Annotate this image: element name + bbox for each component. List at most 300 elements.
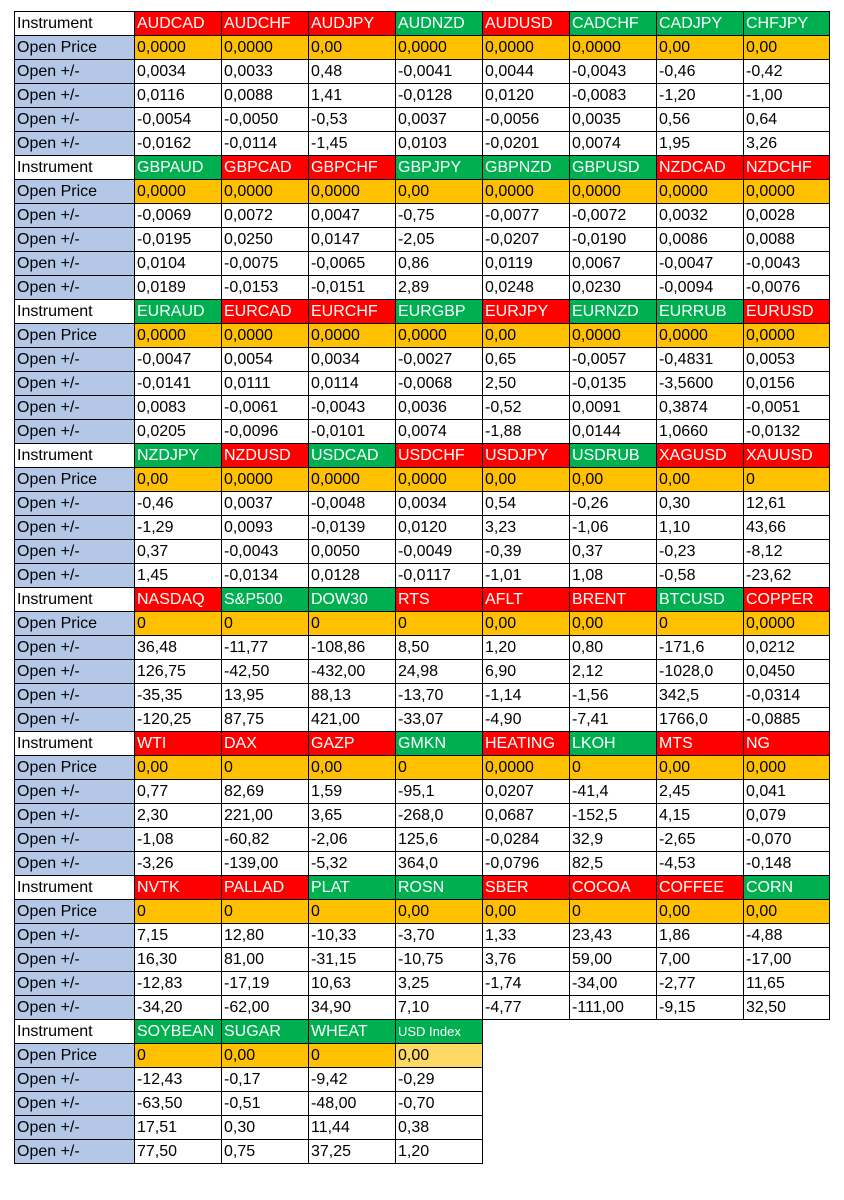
open-change-cell: 87,75 <box>222 708 309 732</box>
open-change-cell: 2,12 <box>570 660 657 684</box>
open-change-cell: -12,83 <box>135 972 222 996</box>
open-price-cell: 0 <box>570 900 657 924</box>
open-change-cell: 12,80 <box>222 924 309 948</box>
open-change-cell: -120,25 <box>135 708 222 732</box>
open-change-cell: 0,0091 <box>570 396 657 420</box>
empty-cell <box>657 1140 744 1164</box>
open-change-cell: -2,65 <box>657 828 744 852</box>
instrument-name-cell: SOYBEAN <box>135 1020 222 1044</box>
row-label: Open +/- <box>15 972 135 996</box>
row-label: Open +/- <box>15 204 135 228</box>
open-change-cell: 0,0047 <box>309 204 396 228</box>
open-change-cell: 1,41 <box>309 84 396 108</box>
open-change-row <box>15 132 830 156</box>
open-change-cell: 0,80 <box>570 636 657 660</box>
instrument-name-cell: S&P500 <box>222 588 309 612</box>
open-change-cell: -0,0195 <box>135 228 222 252</box>
open-change-cell: 17,51 <box>135 1116 222 1140</box>
open-change-cell: 0,0248 <box>483 276 570 300</box>
instrument-name-cell: NG <box>744 732 830 756</box>
row-label: Open Price <box>15 324 135 348</box>
open-change-cell: 24,98 <box>396 660 483 684</box>
instrument-name-cell: ROSN <box>396 876 483 900</box>
open-change-cell: 0,0034 <box>396 492 483 516</box>
open-price-cell: 0,0000 <box>222 468 309 492</box>
row-label: Open +/- <box>15 396 135 420</box>
open-change-row <box>15 1140 830 1164</box>
empty-cell <box>657 1020 744 1044</box>
open-change-cell: 0,0450 <box>744 660 830 684</box>
open-price-cell: 0 <box>744 468 830 492</box>
open-change-cell: -0,39 <box>483 540 570 564</box>
open-change-cell: -7,41 <box>570 708 657 732</box>
instrument-name-cell: USDRUB <box>570 444 657 468</box>
instrument-name-cell: MTS <box>657 732 744 756</box>
open-change-cell: -62,00 <box>222 996 309 1020</box>
open-change-cell: -0,0201 <box>483 132 570 156</box>
open-change-cell: 3,23 <box>483 516 570 540</box>
open-change-cell: 82,5 <box>570 852 657 876</box>
open-change-cell: 1,45 <box>135 564 222 588</box>
open-change-cell: 37,25 <box>309 1140 396 1164</box>
open-change-cell: -0,29 <box>396 1068 483 1092</box>
open-change-cell: -5,32 <box>309 852 396 876</box>
open-change-cell: -111,00 <box>570 996 657 1020</box>
row-label: Instrument <box>15 1020 135 1044</box>
open-price-cell: 0,0000 <box>657 324 744 348</box>
instrument-name-cell: LKOH <box>570 732 657 756</box>
open-change-cell: 2,45 <box>657 780 744 804</box>
open-change-cell: 0,0034 <box>309 348 396 372</box>
row-label: Open +/- <box>15 660 135 684</box>
instrument-name-cell: EURRUB <box>657 300 744 324</box>
open-change-cell: 0,041 <box>744 780 830 804</box>
quotes-table-body <box>15 12 830 1164</box>
open-change-cell: -0,0114 <box>222 132 309 156</box>
open-price-cell: 0,00 <box>483 324 570 348</box>
open-price-cell: 0,0000 <box>309 324 396 348</box>
instrument-name-cell: GAZP <box>309 732 396 756</box>
open-change-cell: -0,70 <box>396 1092 483 1116</box>
row-label: Open +/- <box>15 780 135 804</box>
open-change-cell: -0,53 <box>309 108 396 132</box>
open-change-row <box>15 420 830 444</box>
open-change-cell: -13,70 <box>396 684 483 708</box>
open-change-cell: -432,00 <box>309 660 396 684</box>
open-change-cell: 221,00 <box>222 804 309 828</box>
open-change-cell: 0,0074 <box>570 132 657 156</box>
empty-cell <box>657 1068 744 1092</box>
open-change-cell: -0,0043 <box>222 540 309 564</box>
instrument-name-cell: EURGBP <box>396 300 483 324</box>
open-change-row <box>15 1092 830 1116</box>
open-change-cell: 0,0156 <box>744 372 830 396</box>
open-change-cell: 6,90 <box>483 660 570 684</box>
open-change-cell: 0,0128 <box>309 564 396 588</box>
open-price-cell: 0,0000 <box>744 180 830 204</box>
open-change-row <box>15 780 830 804</box>
instrument-name-cell: NZDJPY <box>135 444 222 468</box>
instrument-name-cell: PALLAD <box>222 876 309 900</box>
open-price-cell: 0,0000 <box>744 612 830 636</box>
instrument-name-cell: NZDCAD <box>657 156 744 180</box>
open-change-cell: 2,89 <box>396 276 483 300</box>
instrument-name-cell: NZDUSD <box>222 444 309 468</box>
open-change-cell: 0,54 <box>483 492 570 516</box>
open-change-row <box>15 228 830 252</box>
row-label: Instrument <box>15 12 135 36</box>
instrument-name-cell: GBPUSD <box>570 156 657 180</box>
open-change-cell: -268,0 <box>396 804 483 828</box>
empty-cell <box>744 1092 830 1116</box>
row-label: Open Price <box>15 180 135 204</box>
instrument-name-cell: PLAT <box>309 876 396 900</box>
open-change-cell: -31,15 <box>309 948 396 972</box>
open-change-cell: -0,0128 <box>396 84 483 108</box>
open-change-cell: -48,00 <box>309 1092 396 1116</box>
open-change-cell: -0,0043 <box>309 396 396 420</box>
instrument-name-cell: CADCHF <box>570 12 657 36</box>
open-price-cell: 0,0000 <box>570 180 657 204</box>
open-change-cell: -0,0153 <box>222 276 309 300</box>
open-change-row <box>15 396 830 420</box>
instrument-name-cell: RTS <box>396 588 483 612</box>
open-change-cell: -2,77 <box>657 972 744 996</box>
row-label: Open Price <box>15 36 135 60</box>
instrument-name-cell: EURJPY <box>483 300 570 324</box>
empty-cell <box>570 1068 657 1092</box>
open-change-row <box>15 108 830 132</box>
open-price-row <box>15 612 830 636</box>
open-change-cell: 0,30 <box>657 492 744 516</box>
open-price-cell: 0,00 <box>135 468 222 492</box>
open-change-cell: -0,0117 <box>396 564 483 588</box>
open-price-cell: 0,00 <box>396 900 483 924</box>
open-price-cell: 0 <box>309 900 396 924</box>
open-price-cell: 0,00 <box>657 900 744 924</box>
instrument-row <box>15 1020 830 1044</box>
open-change-cell: -34,00 <box>570 972 657 996</box>
row-label: Open +/- <box>15 60 135 84</box>
open-change-cell: 0,0212 <box>744 636 830 660</box>
open-change-cell: 2,30 <box>135 804 222 828</box>
empty-cell <box>570 1092 657 1116</box>
open-change-cell: -0,0132 <box>744 420 830 444</box>
open-price-cell: 0,00 <box>483 468 570 492</box>
open-change-cell: -42,50 <box>222 660 309 684</box>
open-change-cell: 342,5 <box>657 684 744 708</box>
row-label: Open +/- <box>15 852 135 876</box>
open-change-cell: 0,0034 <box>135 60 222 84</box>
open-change-cell: -60,82 <box>222 828 309 852</box>
instrument-name-cell: NASDAQ <box>135 588 222 612</box>
open-price-cell: 0,0000 <box>222 324 309 348</box>
open-change-cell: 0,0032 <box>657 204 744 228</box>
instrument-name-cell: SBER <box>483 876 570 900</box>
open-change-cell: -0,0041 <box>396 60 483 84</box>
open-change-cell: -23,62 <box>744 564 830 588</box>
open-price-cell: 0,0000 <box>309 468 396 492</box>
empty-cell <box>570 1020 657 1044</box>
open-change-cell: -0,0065 <box>309 252 396 276</box>
open-change-cell: 0,0687 <box>483 804 570 828</box>
row-label: Open +/- <box>15 492 135 516</box>
open-change-cell: 0,37 <box>570 540 657 564</box>
open-change-cell: -41,4 <box>570 780 657 804</box>
open-change-cell: -3,5600 <box>657 372 744 396</box>
open-price-cell: 0,00 <box>657 756 744 780</box>
open-change-cell: -0,58 <box>657 564 744 588</box>
open-change-cell: -2,05 <box>396 228 483 252</box>
instrument-name-cell: AUDCAD <box>135 12 222 36</box>
open-price-cell: 0 <box>135 1044 222 1068</box>
open-change-row <box>15 1068 830 1092</box>
open-price-cell: 0,0000 <box>570 324 657 348</box>
instrument-row <box>15 156 830 180</box>
open-price-cell: 0,00 <box>135 756 222 780</box>
row-label: Open +/- <box>15 996 135 1020</box>
instrument-name-cell: USD Index <box>396 1020 483 1044</box>
quotes-table <box>14 11 830 1164</box>
open-change-cell: 125,6 <box>396 828 483 852</box>
open-change-cell: -12,43 <box>135 1068 222 1092</box>
open-change-cell: 16,30 <box>135 948 222 972</box>
open-change-cell: 0,0053 <box>744 348 830 372</box>
open-change-cell: 0,0083 <box>135 396 222 420</box>
row-label: Instrument <box>15 588 135 612</box>
open-change-cell: -34,20 <box>135 996 222 1020</box>
instrument-row <box>15 876 830 900</box>
open-change-row <box>15 660 830 684</box>
open-change-cell: 0,0033 <box>222 60 309 84</box>
instrument-row <box>15 732 830 756</box>
open-change-cell: -10,75 <box>396 948 483 972</box>
open-change-cell: -0,0047 <box>657 252 744 276</box>
instrument-name-cell: GBPJPY <box>396 156 483 180</box>
row-label: Instrument <box>15 300 135 324</box>
open-change-cell: 0,0114 <box>309 372 396 396</box>
open-price-cell: 0 <box>309 612 396 636</box>
row-label: Open +/- <box>15 1092 135 1116</box>
empty-cell <box>657 1116 744 1140</box>
open-price-cell: 0,0000 <box>396 36 483 60</box>
instrument-name-cell: GBPAUD <box>135 156 222 180</box>
instrument-name-cell: EURUSD <box>744 300 830 324</box>
instrument-name-cell: XAUUSD <box>744 444 830 468</box>
open-price-cell: 0,00 <box>570 468 657 492</box>
open-change-cell: 0,0111 <box>222 372 309 396</box>
open-change-cell: 1,0660 <box>657 420 744 444</box>
open-change-cell: 0,0250 <box>222 228 309 252</box>
open-change-row <box>15 684 830 708</box>
open-change-cell: 0,0067 <box>570 252 657 276</box>
open-change-cell: -0,46 <box>135 492 222 516</box>
open-change-cell: -0,0284 <box>483 828 570 852</box>
open-change-cell: -4,90 <box>483 708 570 732</box>
open-change-cell: 1,86 <box>657 924 744 948</box>
row-label: Instrument <box>15 444 135 468</box>
row-label: Instrument <box>15 732 135 756</box>
open-change-cell: -0,0101 <box>309 420 396 444</box>
open-change-cell: -0,23 <box>657 540 744 564</box>
open-change-row <box>15 996 830 1020</box>
open-price-row <box>15 468 830 492</box>
row-label: Open +/- <box>15 924 135 948</box>
open-change-row <box>15 708 830 732</box>
open-change-cell: -0,26 <box>570 492 657 516</box>
open-price-cell: 0,0000 <box>744 324 830 348</box>
open-price-cell: 0,00 <box>222 1044 309 1068</box>
open-change-cell: -108,86 <box>309 636 396 660</box>
open-change-cell: 0,75 <box>222 1140 309 1164</box>
row-label: Open +/- <box>15 84 135 108</box>
empty-cell <box>744 1044 830 1068</box>
open-change-cell: 0,0093 <box>222 516 309 540</box>
instrument-row <box>15 588 830 612</box>
instrument-name-cell: USDCAD <box>309 444 396 468</box>
empty-cell <box>570 1044 657 1068</box>
open-change-cell: 3,76 <box>483 948 570 972</box>
instrument-row <box>15 300 830 324</box>
open-change-cell: 0,0116 <box>135 84 222 108</box>
open-price-cell: 0,00 <box>309 756 396 780</box>
open-change-row <box>15 852 830 876</box>
row-label: Open +/- <box>15 276 135 300</box>
open-change-cell: 0,0036 <box>396 396 483 420</box>
instrument-name-cell: CHFJPY <box>744 12 830 36</box>
open-change-cell: 0,0044 <box>483 60 570 84</box>
open-change-cell: -1,06 <box>570 516 657 540</box>
empty-cell <box>483 1092 570 1116</box>
open-change-cell: 3,26 <box>744 132 830 156</box>
open-change-cell: 0,0144 <box>570 420 657 444</box>
open-change-cell: 43,66 <box>744 516 830 540</box>
empty-cell <box>483 1068 570 1092</box>
instrument-name-cell: DAX <box>222 732 309 756</box>
instrument-name-cell: EURCHF <box>309 300 396 324</box>
open-change-cell: -35,35 <box>135 684 222 708</box>
open-change-cell: 0,0147 <box>309 228 396 252</box>
open-change-row <box>15 276 830 300</box>
instrument-name-cell: COCOA <box>570 876 657 900</box>
open-change-cell: -0,0141 <box>135 372 222 396</box>
open-change-cell: -4,77 <box>483 996 570 1020</box>
row-label: Open Price <box>15 612 135 636</box>
open-price-row <box>15 900 830 924</box>
row-label: Open Price <box>15 468 135 492</box>
open-change-cell: -0,0049 <box>396 540 483 564</box>
open-change-cell: 0,0037 <box>396 108 483 132</box>
open-change-cell: 0,0050 <box>309 540 396 564</box>
open-price-cell: 0,0000 <box>483 180 570 204</box>
instrument-name-cell: DOW30 <box>309 588 396 612</box>
open-change-cell: -95,1 <box>396 780 483 804</box>
open-change-cell: -0,070 <box>744 828 830 852</box>
open-price-cell: 0,00 <box>744 36 830 60</box>
empty-cell <box>657 1092 744 1116</box>
instrument-name-cell: WHEAT <box>309 1020 396 1044</box>
open-change-cell: -1028,0 <box>657 660 744 684</box>
open-change-row <box>15 252 830 276</box>
open-change-cell: -0,0134 <box>222 564 309 588</box>
open-change-cell: -0,0096 <box>222 420 309 444</box>
open-change-cell: -152,5 <box>570 804 657 828</box>
open-change-cell: 12,61 <box>744 492 830 516</box>
open-change-cell: 0,0119 <box>483 252 570 276</box>
open-change-cell: -0,51 <box>222 1092 309 1116</box>
open-change-cell: 0,37 <box>135 540 222 564</box>
instrument-name-cell: USDCHF <box>396 444 483 468</box>
open-price-cell: 0 <box>222 756 309 780</box>
open-change-cell: 8,50 <box>396 636 483 660</box>
open-change-cell: 0,64 <box>744 108 830 132</box>
open-change-cell: -0,0054 <box>135 108 222 132</box>
open-price-cell: 0 <box>657 612 744 636</box>
open-price-cell: 0,0000 <box>657 180 744 204</box>
open-change-cell: -0,0072 <box>570 204 657 228</box>
row-label: Open +/- <box>15 684 135 708</box>
open-change-row <box>15 372 830 396</box>
open-change-row <box>15 60 830 84</box>
open-price-cell: 0 <box>135 900 222 924</box>
open-price-cell: 0,00 <box>483 612 570 636</box>
open-change-cell: 4,15 <box>657 804 744 828</box>
open-price-cell: 0,00 <box>744 900 830 924</box>
open-change-cell: -0,0135 <box>570 372 657 396</box>
open-change-cell: 0,0120 <box>396 516 483 540</box>
open-change-cell: -0,0056 <box>483 108 570 132</box>
open-change-cell: -0,148 <box>744 852 830 876</box>
open-change-cell: -0,0190 <box>570 228 657 252</box>
empty-cell <box>657 1044 744 1068</box>
open-price-cell: 0,00 <box>396 1044 483 1068</box>
open-price-cell: 0,0000 <box>309 180 396 204</box>
open-change-cell: -0,0207 <box>483 228 570 252</box>
open-change-cell: -0,0043 <box>570 60 657 84</box>
instrument-name-cell: AFLT <box>483 588 570 612</box>
instrument-name-cell: AUDUSD <box>483 12 570 36</box>
open-change-cell: 0,77 <box>135 780 222 804</box>
open-price-cell: 0,00 <box>570 612 657 636</box>
instrument-name-cell: HEATING <box>483 732 570 756</box>
open-price-cell: 0,0000 <box>570 36 657 60</box>
row-label: Open +/- <box>15 564 135 588</box>
open-change-cell: -0,0043 <box>744 252 830 276</box>
open-change-cell: -63,50 <box>135 1092 222 1116</box>
empty-cell <box>483 1020 570 1044</box>
open-price-cell: 0,0000 <box>483 36 570 60</box>
open-change-cell: -0,0094 <box>657 276 744 300</box>
instrument-name-cell: CORN <box>744 876 830 900</box>
open-change-cell: -0,0027 <box>396 348 483 372</box>
open-change-cell: 0,0035 <box>570 108 657 132</box>
open-change-cell: 11,65 <box>744 972 830 996</box>
open-change-cell: 0,56 <box>657 108 744 132</box>
open-price-cell: 0 <box>309 1044 396 1068</box>
open-price-cell: 0,0000 <box>222 180 309 204</box>
open-change-cell: -0,0139 <box>309 516 396 540</box>
open-change-cell: 34,90 <box>309 996 396 1020</box>
open-price-row <box>15 756 830 780</box>
open-change-cell: -0,0061 <box>222 396 309 420</box>
open-change-cell: 421,00 <box>309 708 396 732</box>
open-change-cell: -1,74 <box>483 972 570 996</box>
open-change-cell: -11,77 <box>222 636 309 660</box>
open-change-row <box>15 516 830 540</box>
row-label: Open +/- <box>15 348 135 372</box>
open-price-cell: 0 <box>222 900 309 924</box>
open-change-cell: -10,33 <box>309 924 396 948</box>
